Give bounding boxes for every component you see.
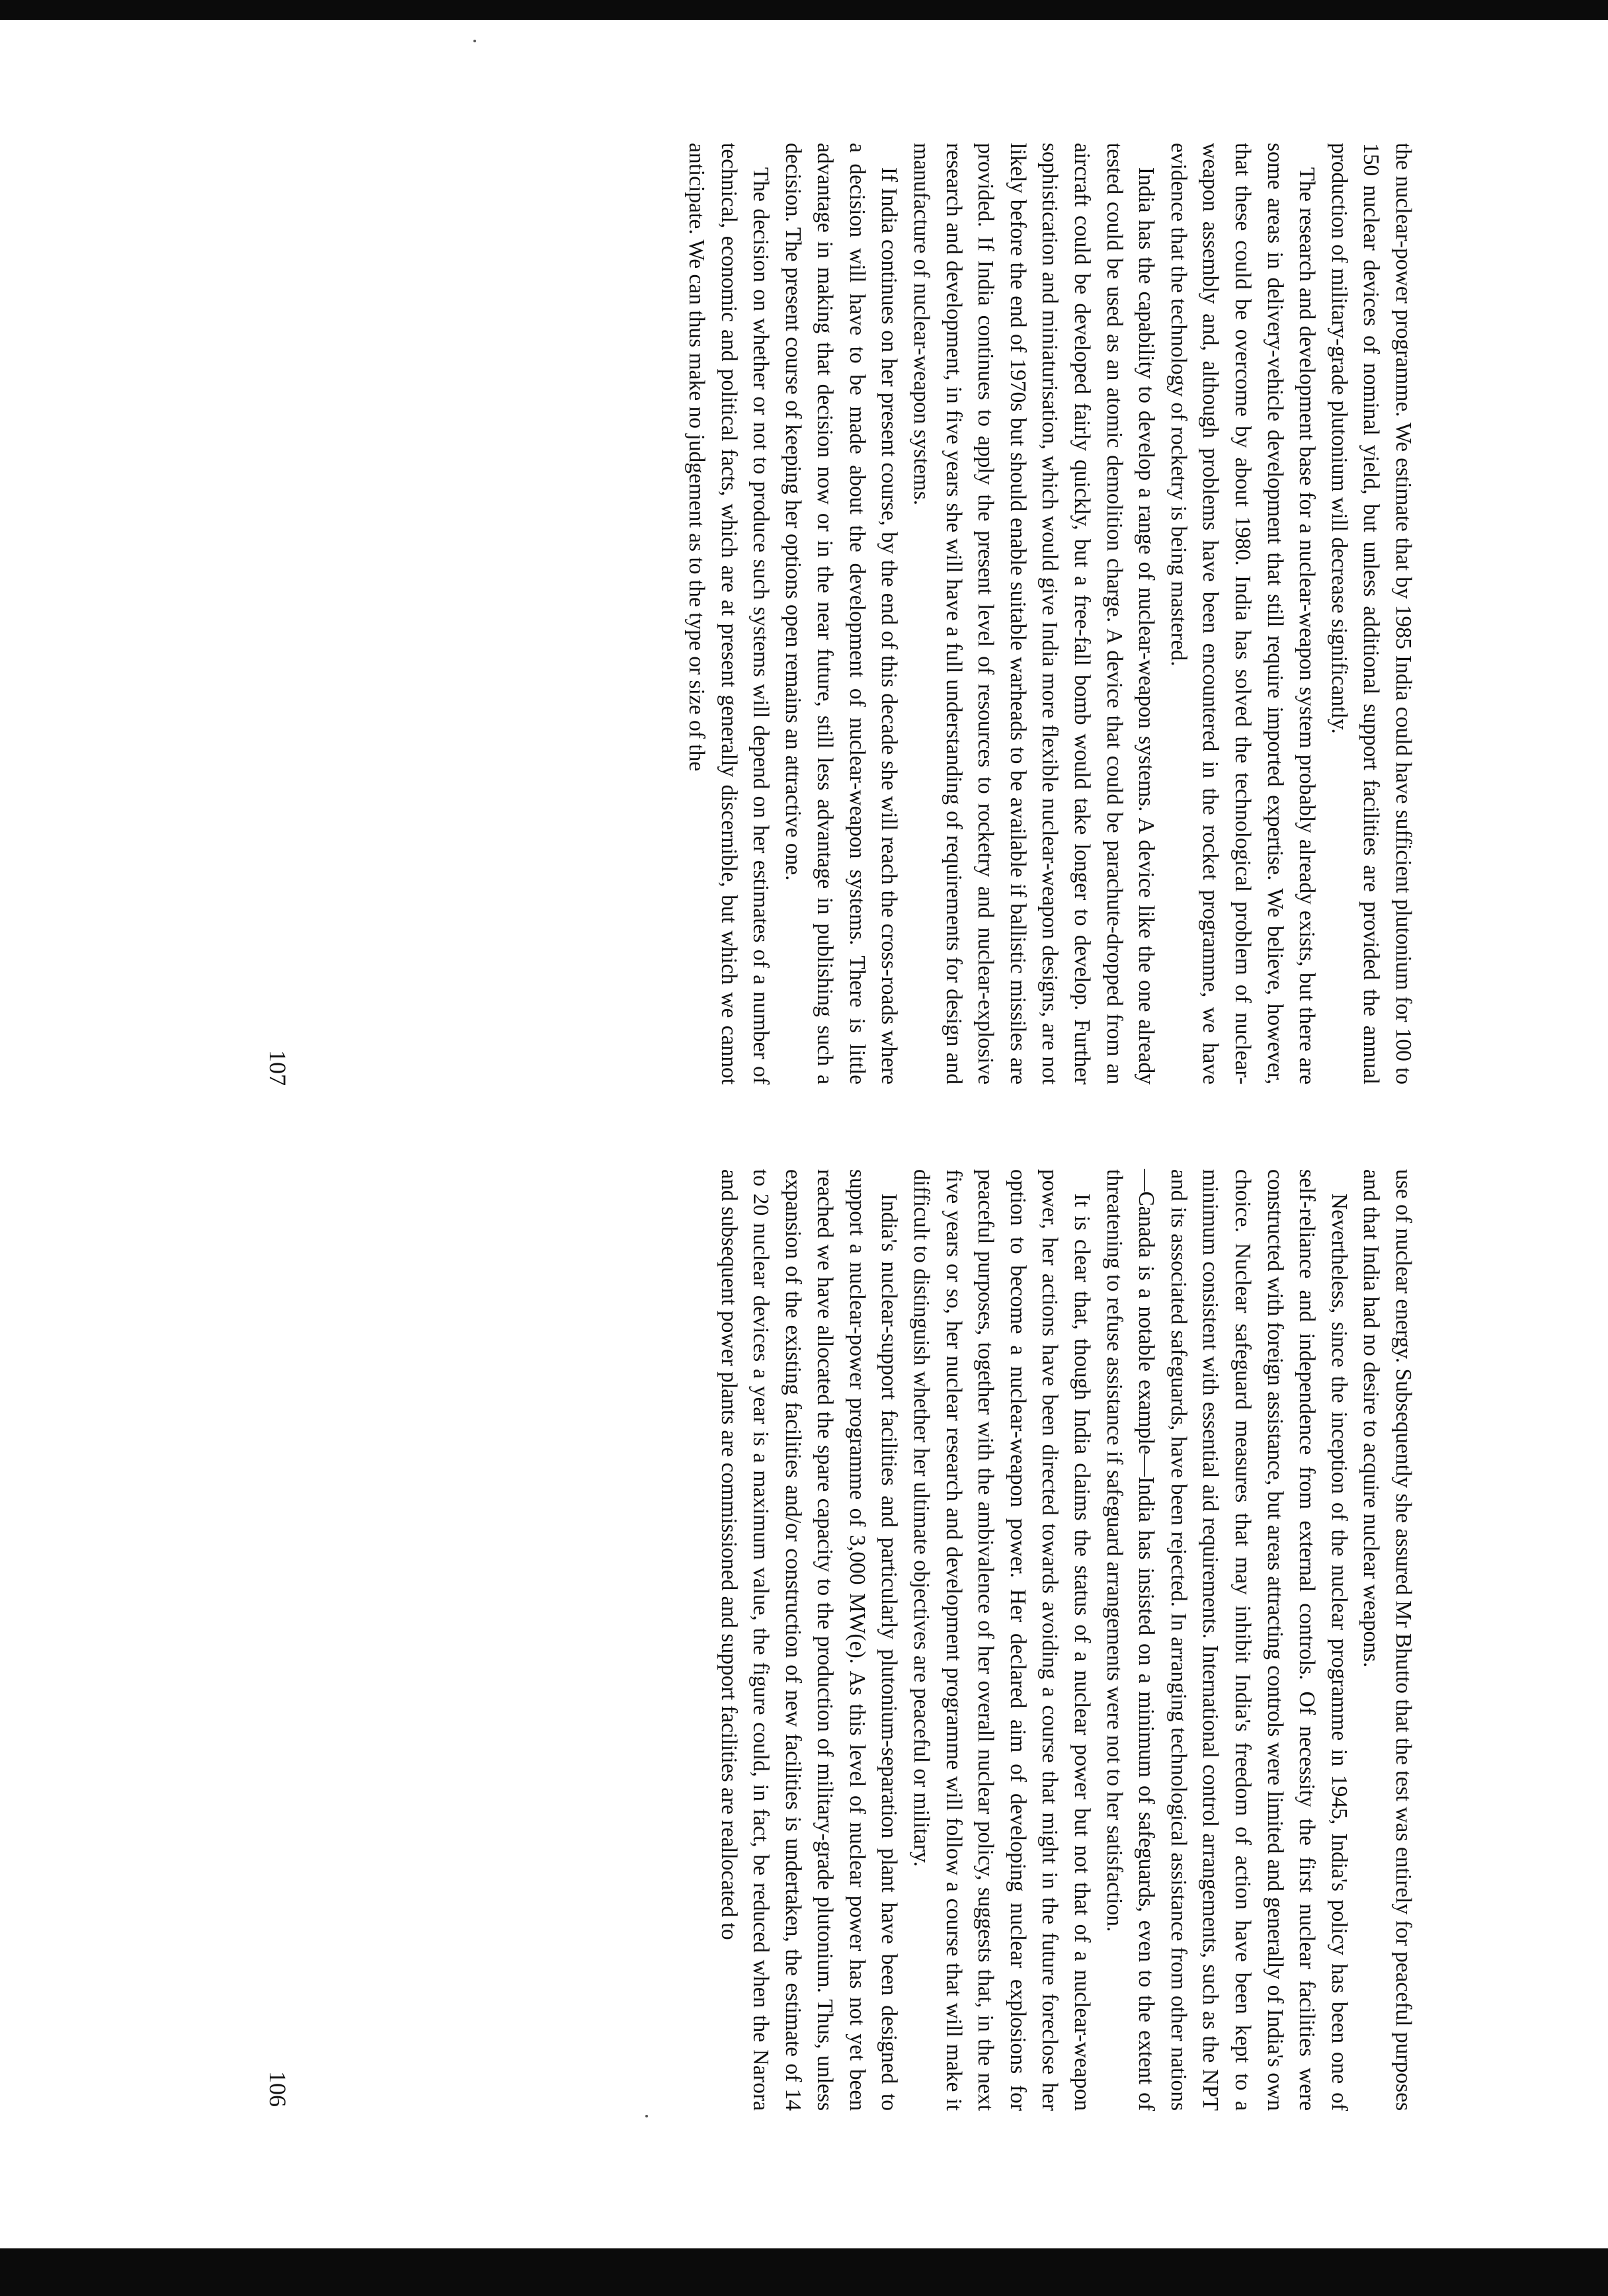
scan-speck (473, 40, 476, 42)
paragraph: If India continues on her present course, by the end of this decade she will reach the cross-roads where a decision will have to be made about the development of nuclear-weapon systems. There is little advantage in making that decision now or in the near future, still less advantage in publishing such a decision. The present course of keeping her options open remains an attractive one. (780, 143, 902, 1085)
page-number-right: 107 (264, 1050, 291, 1086)
right-page-column (680, 143, 1419, 1085)
paragraph: the nuclear-power programme. We estimate that by 1985 India could have sufficient plutonium for 100 to 150 nuclear devices of nominal yield, but unless additional support facilities are provided the annual production of military-grade plutonium will decrease significantly. (1326, 143, 1416, 1085)
paragraph: India's nuclear-support facilities and particularly plutonium-separation plant have been designed to support a nuclear-power programme of 3,000 MW(e). As this level of nuclear power has not yet been reached we have allocated the spare capacity to the production of military-grade plutonium. Thus, unless expansion of the existing facilities and/or construction of new facilities is undertaken, the estimate of 14 to 20 nuclear devices a year is a maximum value, the figure could, in fact, be reduced when the Narora and subsequent power plants are commissioned and support facilities are reallocated to (716, 1169, 902, 2111)
paragraph: use of nuclear energy. Subsequently she assured Mr Bhutto that the test was entirely for peaceful purposes and that India had no desire to acquire nuclear weapons. (1359, 1169, 1416, 2111)
paragraph: It is clear that, though India claims the status of a nuclear power but not that of a nuclear-weapon power, her actions have been directed towards avoiding a course that might in the future foreclose her option to become a nuclear-weapon power. Her declared aim of developing nuclear explosions for peaceful purposes, together with the ambivalence of her overall nuclear policy, suggests that, in the next five years or so, her nuclear research and development programme will follow a course that will make it difficult to distinguish whether her ultimate objectives are peaceful or military. (909, 1169, 1095, 2111)
paragraph: India has the capability to develop a range of nuclear-weapon systems. A device like the one already tested could be used as an atomic demolition charge. A device that could be parachute-dropped from an aircraft could be developed fairly quickly, but a free-fall bomb would take longer to develop. Further sophistication and miniaturisation, which would give India more flexible nuclear-weapon designs, are not likely before the end of 1970s but should enable suitable warheads to be available if ballistic missiles are provided. If India continues to apply the present level of resources to rocketry and nuclear-explosive research and development, in five years she will have a full understanding of requirements for design and manufacture of nuclear-weapon systems. (909, 143, 1159, 1085)
scan-speck (645, 2115, 648, 2117)
page-number-left: 106 (264, 2071, 291, 2107)
paragraph: Nevertheless, since the inception of the nuclear programme in 1945, India's policy has been one of self-reliance and independence from external controls. Of necessity the first nuclear facilities were constructed with foreign assistance, but areas attracting controls were limited and generally of India's own choice. Nuclear safeguard measures that may inhibit India's freedom of action have been kept to a minimum consistent with essential aid requirements. International control arrangements, such as the NPT and its associated safeguards, have been rejected. In arranging technological assistance from other nations—Canada is a notable example—India has insisted on a minimum of safeguards, even to the extent of threatening to refuse assistance if safeguard arrangements were not to her satisfaction. (1102, 1169, 1351, 2111)
scan-bottom-border (0, 2248, 1608, 2296)
left-page-column (712, 1169, 1419, 2111)
paragraph: The research and development base for a nuclear-weapon system probably already exists, but there are some areas in delivery-vehicle development that still require imported expertise. We believe, however, that these could be overcome by about 1980. India has solved the technological problem of nuclear-weapon assembly and, although problems have been encountered in the rocket programme, we have evidence that the technology of rocketry is being mastered. (1166, 143, 1320, 1085)
paragraph: The decision on whether or not to produce such systems will depend on her estimates of a number of technical, economic and political facts, which are at present generally discernible, but which we cannot anticipate. We can thus make no judgement as to the type or size of the (684, 143, 774, 1085)
scan-top-border (0, 0, 1608, 20)
